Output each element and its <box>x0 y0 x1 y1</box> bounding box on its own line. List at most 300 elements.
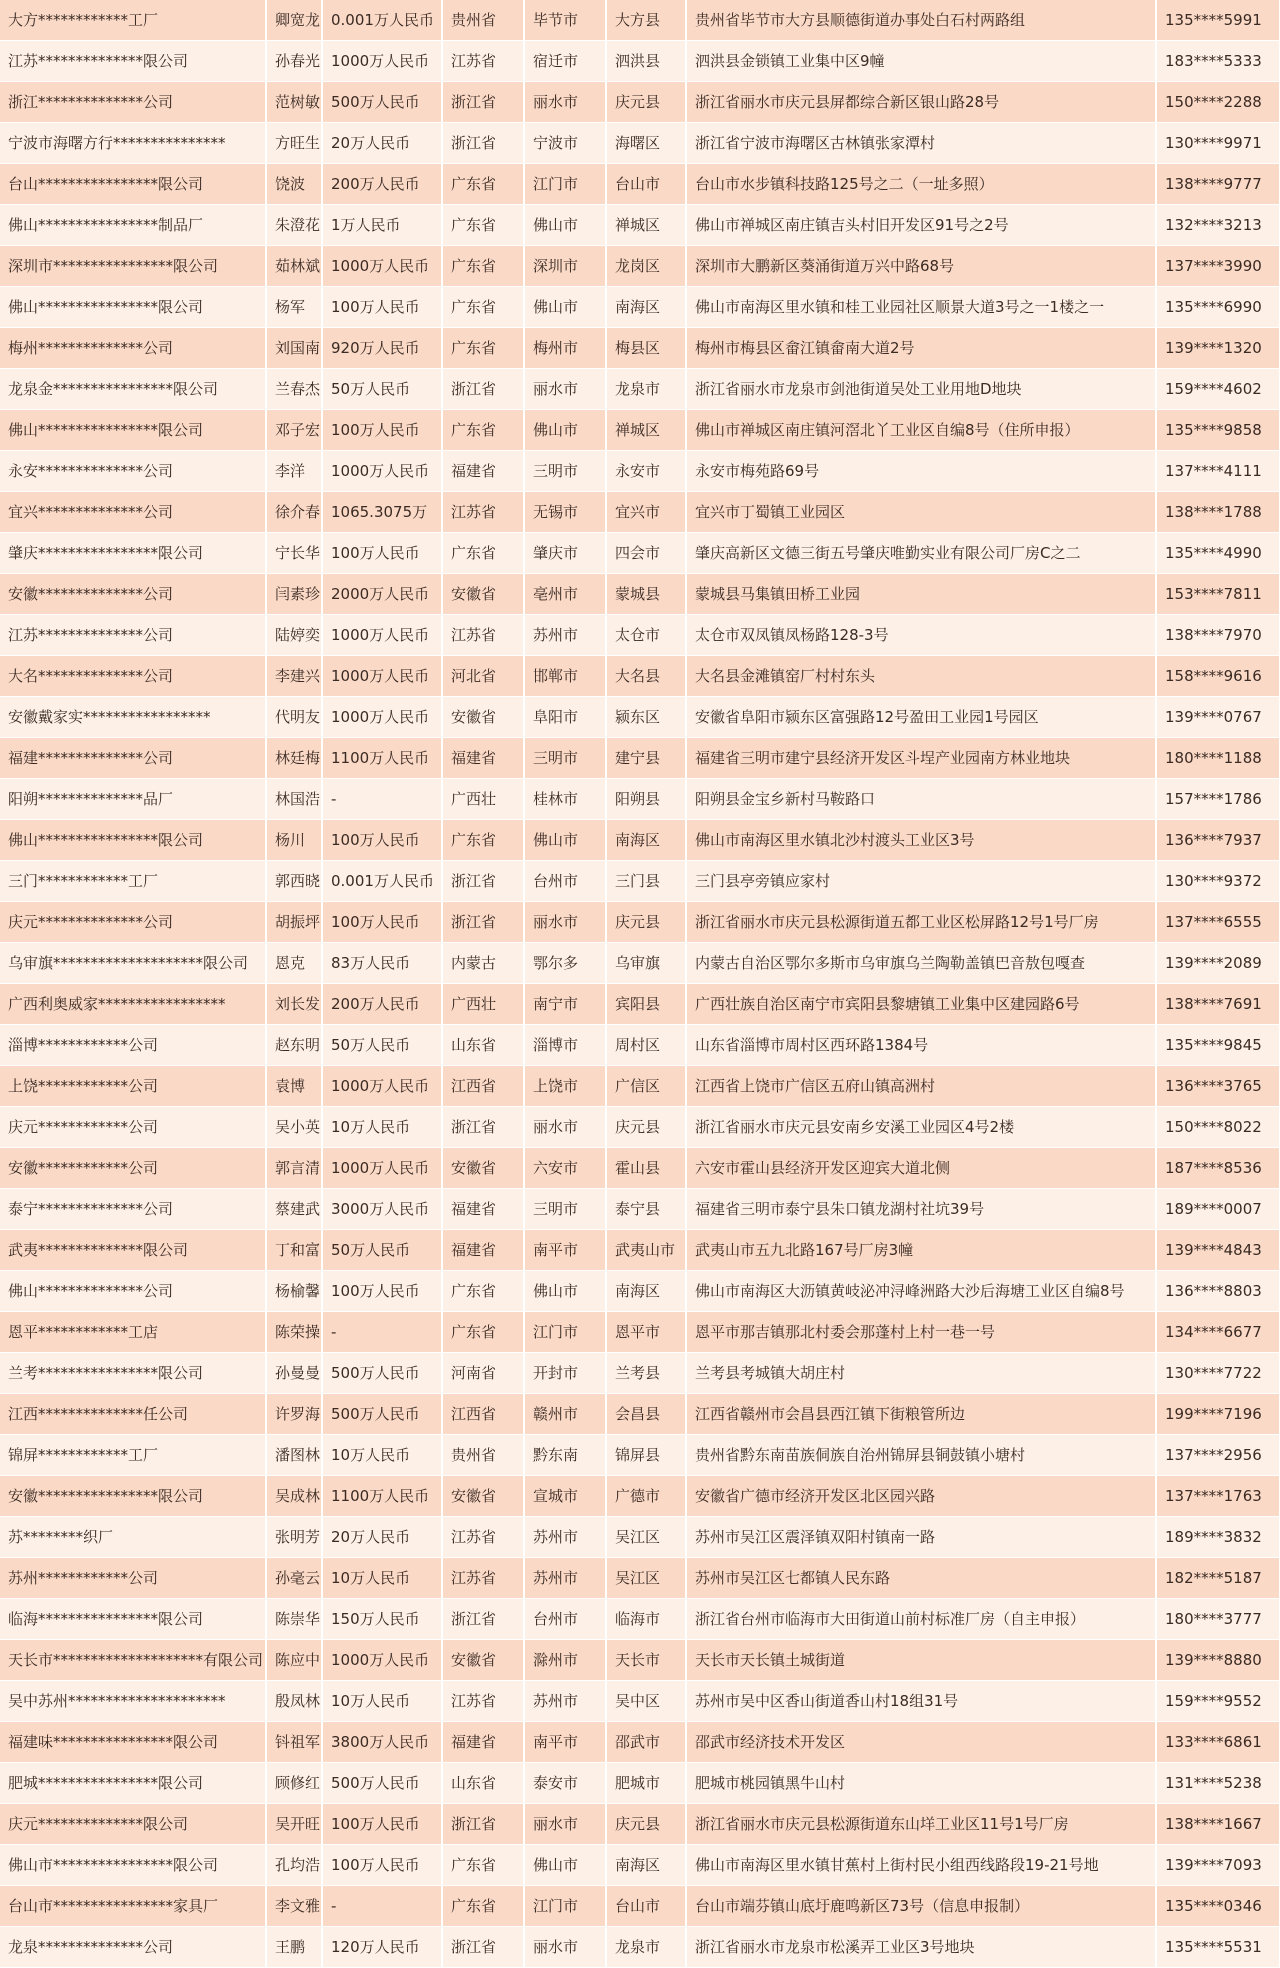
district-cell: 永安市 <box>606 451 686 492</box>
district-cell: 大名县 <box>606 656 686 697</box>
address-cell: 福建省三明市建宁县经济开发区斗埕产业园南方林业地块 <box>686 738 1156 779</box>
company-name-cell: 天长市********************有限公司 <box>0 1640 266 1681</box>
address-cell: 安徽省阜阳市颍东区富强路12号盈田工业园1号园区 <box>686 697 1156 738</box>
city-cell: 南宁市 <box>524 984 606 1025</box>
capital-cell: 100万人民币 <box>322 287 442 328</box>
legal-rep-cell: 杨川 <box>266 820 322 861</box>
legal-rep-cell: 张明芳 <box>266 1517 322 1558</box>
address-cell: 广西壮族自治区南宁市宾阳县黎塘镇工业集中区建园路6号 <box>686 984 1156 1025</box>
phone-cell: 135****4990 <box>1156 533 1280 574</box>
company-name-cell: 阳朔**************品厂 <box>0 779 266 820</box>
capital-cell: 50万人民币 <box>322 369 442 410</box>
phone-cell: 131****5238 <box>1156 1763 1280 1804</box>
capital-cell: 500万人民币 <box>322 1353 442 1394</box>
address-cell: 台山市水步镇科技路125号之二（一址多照） <box>686 164 1156 205</box>
address-cell: 福建省三明市泰宁县朱口镇龙湖村社坑39号 <box>686 1189 1156 1230</box>
legal-rep-cell: 胡振坪 <box>266 902 322 943</box>
city-cell: 台州市 <box>524 861 606 902</box>
phone-cell: 137****1763 <box>1156 1476 1280 1517</box>
company-name-cell: 佛山****************限公司 <box>0 287 266 328</box>
company-name-cell: 安徽**************公司 <box>0 574 266 615</box>
province-cell: 广西壮 <box>442 779 524 820</box>
company-name-cell: 安徽************公司 <box>0 1148 266 1189</box>
province-cell: 江苏省 <box>442 41 524 82</box>
company-name-cell: 安徽戴家实***************** <box>0 697 266 738</box>
company-name-cell: 恩平************工店 <box>0 1312 266 1353</box>
province-cell: 浙江省 <box>442 369 524 410</box>
capital-cell: 100万人民币 <box>322 533 442 574</box>
city-cell: 丽水市 <box>524 902 606 943</box>
capital-cell: 50万人民币 <box>322 1025 442 1066</box>
legal-rep-cell: 郭言清 <box>266 1148 322 1189</box>
city-cell: 苏州市 <box>524 1517 606 1558</box>
legal-rep-cell: 饶波 <box>266 164 322 205</box>
capital-cell: 1000万人民币 <box>322 656 442 697</box>
company-name-cell: 安徽****************限公司 <box>0 1476 266 1517</box>
city-cell: 肇庆市 <box>524 533 606 574</box>
legal-rep-cell: 朱澄花 <box>266 205 322 246</box>
phone-cell: 135****5531 <box>1156 1927 1280 1968</box>
address-cell: 梅州市梅县区畲江镇畲南大道2号 <box>686 328 1156 369</box>
table-row <box>0 738 1280 779</box>
capital-cell: 100万人民币 <box>322 1845 442 1886</box>
city-cell: 南平市 <box>524 1230 606 1271</box>
capital-cell: 100万人民币 <box>322 1804 442 1845</box>
city-cell: 佛山市 <box>524 1845 606 1886</box>
table-row <box>0 1148 1280 1189</box>
table-row <box>0 697 1280 738</box>
province-cell: 福建省 <box>442 738 524 779</box>
province-cell: 福建省 <box>442 451 524 492</box>
phone-cell: 180****1188 <box>1156 738 1280 779</box>
table-row <box>0 0 1280 41</box>
address-cell: 浙江省丽水市龙泉市松溪弄工业区3号地块 <box>686 1927 1156 1968</box>
company-name-cell: 深圳市****************限公司 <box>0 246 266 287</box>
table-row <box>0 328 1280 369</box>
table-row <box>0 779 1280 820</box>
province-cell: 浙江省 <box>442 82 524 123</box>
province-cell: 江苏省 <box>442 1681 524 1722</box>
district-cell: 泰宁县 <box>606 1189 686 1230</box>
phone-cell: 180****3777 <box>1156 1599 1280 1640</box>
district-cell: 台山市 <box>606 1886 686 1927</box>
company-name-cell: 肇庆****************限公司 <box>0 533 266 574</box>
company-name-cell: 乌审旗********************限公司 <box>0 943 266 984</box>
province-cell: 江苏省 <box>442 492 524 533</box>
table-row <box>0 246 1280 287</box>
company-name-cell: 庆元**************公司 <box>0 902 266 943</box>
city-cell: 宣城市 <box>524 1476 606 1517</box>
district-cell: 梅县区 <box>606 328 686 369</box>
phone-cell: 137****3990 <box>1156 246 1280 287</box>
legal-rep-cell: 宁长华 <box>266 533 322 574</box>
capital-cell: 20万人民币 <box>322 123 442 164</box>
legal-rep-cell: 李洋 <box>266 451 322 492</box>
district-cell: 庆元县 <box>606 1107 686 1148</box>
phone-cell: 137****2956 <box>1156 1435 1280 1476</box>
legal-rep-cell: 杨榆馨 <box>266 1271 322 1312</box>
company-name-cell: 台山市****************家具厂 <box>0 1886 266 1927</box>
province-cell: 江苏省 <box>442 615 524 656</box>
district-cell: 广信区 <box>606 1066 686 1107</box>
table-row <box>0 533 1280 574</box>
phone-cell: 158****9616 <box>1156 656 1280 697</box>
province-cell: 广东省 <box>442 1271 524 1312</box>
phone-cell: 137****6555 <box>1156 902 1280 943</box>
district-cell: 海曙区 <box>606 123 686 164</box>
capital-cell: 10万人民币 <box>322 1558 442 1599</box>
company-name-cell: 龙泉**************公司 <box>0 1927 266 1968</box>
address-cell: 浙江省丽水市龙泉市剑池街道吴处工业用地D地块 <box>686 369 1156 410</box>
address-cell: 浙江省丽水市庆元县安南乡安溪工业园区4号2楼 <box>686 1107 1156 1148</box>
legal-rep-cell: 恩克 <box>266 943 322 984</box>
province-cell: 贵州省 <box>442 0 524 41</box>
district-cell: 阳朔县 <box>606 779 686 820</box>
district-cell: 颍东区 <box>606 697 686 738</box>
table-row <box>0 41 1280 82</box>
province-cell: 安徽省 <box>442 1476 524 1517</box>
city-cell: 滁州市 <box>524 1640 606 1681</box>
district-cell: 南海区 <box>606 820 686 861</box>
address-cell: 贵州省黔东南苗族侗族自治州锦屏县铜鼓镇小塘村 <box>686 1435 1156 1476</box>
table-row <box>0 574 1280 615</box>
district-cell: 龙泉市 <box>606 369 686 410</box>
phone-cell: 135****9858 <box>1156 410 1280 451</box>
phone-cell: 138****1667 <box>1156 1804 1280 1845</box>
address-cell: 三门县亭旁镇应家村 <box>686 861 1156 902</box>
phone-cell: 139****1320 <box>1156 328 1280 369</box>
table-row <box>0 943 1280 984</box>
city-cell: 丽水市 <box>524 369 606 410</box>
address-cell: 佛山市南海区里水镇北沙村渡头工业区3号 <box>686 820 1156 861</box>
city-cell: 三明市 <box>524 738 606 779</box>
company-name-cell: 江苏**************公司 <box>0 615 266 656</box>
district-cell: 会昌县 <box>606 1394 686 1435</box>
address-cell: 苏州市吴中区香山街道香山村18组31号 <box>686 1681 1156 1722</box>
city-cell: 佛山市 <box>524 1271 606 1312</box>
district-cell: 庆元县 <box>606 902 686 943</box>
city-cell: 江门市 <box>524 164 606 205</box>
province-cell: 安徽省 <box>442 1640 524 1681</box>
district-cell: 大方县 <box>606 0 686 41</box>
address-cell: 恩平市那吉镇那北村委会那蓬村上村一巷一号 <box>686 1312 1156 1353</box>
company-name-cell: 肥城****************限公司 <box>0 1763 266 1804</box>
company-name-cell: 泰宁**************公司 <box>0 1189 266 1230</box>
company-name-cell: 苏州************公司 <box>0 1558 266 1599</box>
phone-cell: 130****9372 <box>1156 861 1280 902</box>
city-cell: 亳州市 <box>524 574 606 615</box>
capital-cell: 1000万人民币 <box>322 246 442 287</box>
city-cell: 上饶市 <box>524 1066 606 1107</box>
legal-rep-cell: 孔均浩 <box>266 1845 322 1886</box>
table-row <box>0 1107 1280 1148</box>
address-cell: 肥城市桃园镇黑牛山村 <box>686 1763 1156 1804</box>
company-name-cell: 兰考****************限公司 <box>0 1353 266 1394</box>
legal-rep-cell: 潘图林 <box>266 1435 322 1476</box>
address-cell: 山东省淄博市周村区西环路1384号 <box>686 1025 1156 1066</box>
phone-cell: 132****3213 <box>1156 205 1280 246</box>
company-name-cell: 永安**************公司 <box>0 451 266 492</box>
phone-cell: 183****5333 <box>1156 41 1280 82</box>
city-cell: 淄博市 <box>524 1025 606 1066</box>
legal-rep-cell: 刘国南 <box>266 328 322 369</box>
address-cell: 浙江省丽水市庆元县松源街道五都工业区松屏路12号1号厂房 <box>686 902 1156 943</box>
table-row <box>0 164 1280 205</box>
city-cell: 丽水市 <box>524 82 606 123</box>
company-name-cell: 庆元**************限公司 <box>0 1804 266 1845</box>
address-cell: 佛山市禅城区南庄镇河滘北丫工业区自编8号（住所申报） <box>686 410 1156 451</box>
district-cell: 锦屏县 <box>606 1435 686 1476</box>
phone-cell: 137****4111 <box>1156 451 1280 492</box>
company-name-cell: 广西利奥威家***************** <box>0 984 266 1025</box>
phone-cell: 150****8022 <box>1156 1107 1280 1148</box>
table-row <box>0 82 1280 123</box>
company-name-cell: 佛山****************限公司 <box>0 410 266 451</box>
table-row <box>0 1189 1280 1230</box>
legal-rep-cell: 茹林斌 <box>266 246 322 287</box>
city-cell: 毕节市 <box>524 0 606 41</box>
capital-cell: 1000万人民币 <box>322 615 442 656</box>
district-cell: 临海市 <box>606 1599 686 1640</box>
city-cell: 佛山市 <box>524 287 606 328</box>
address-cell: 浙江省台州市临海市大田街道山前村标准厂房（自主申报） <box>686 1599 1156 1640</box>
legal-rep-cell: 代明友 <box>266 697 322 738</box>
province-cell: 广东省 <box>442 1845 524 1886</box>
address-cell: 泗洪县金锁镇工业集中区9幢 <box>686 41 1156 82</box>
city-cell: 佛山市 <box>524 410 606 451</box>
address-cell: 浙江省丽水市庆元县松源街道东山垟工业区11号1号厂房 <box>686 1804 1156 1845</box>
province-cell: 贵州省 <box>442 1435 524 1476</box>
city-cell: 佛山市 <box>524 205 606 246</box>
phone-cell: 138****7970 <box>1156 615 1280 656</box>
legal-rep-cell: 吴成林 <box>266 1476 322 1517</box>
city-cell: 宁波市 <box>524 123 606 164</box>
city-cell: 三明市 <box>524 1189 606 1230</box>
company-name-cell: 福建**************公司 <box>0 738 266 779</box>
capital-cell: 500万人民币 <box>322 1763 442 1804</box>
district-cell: 建宁县 <box>606 738 686 779</box>
table-row <box>0 1845 1280 1886</box>
capital-cell: 1065.3075万 <box>322 492 442 533</box>
district-cell: 庆元县 <box>606 1804 686 1845</box>
capital-cell: 2000万人民币 <box>322 574 442 615</box>
company-name-cell: 三门************工厂 <box>0 861 266 902</box>
address-cell: 贵州省毕节市大方县顺德街道办事处白石村两路组 <box>686 0 1156 41</box>
district-cell: 乌审旗 <box>606 943 686 984</box>
phone-cell: 136****3765 <box>1156 1066 1280 1107</box>
phone-cell: 130****7722 <box>1156 1353 1280 1394</box>
company-name-cell: 佛山市****************限公司 <box>0 1845 266 1886</box>
company-name-cell: 台山****************限公司 <box>0 164 266 205</box>
province-cell: 安徽省 <box>442 697 524 738</box>
table-row <box>0 1681 1280 1722</box>
table-row <box>0 1640 1280 1681</box>
table-row <box>0 287 1280 328</box>
table-row <box>0 1230 1280 1271</box>
address-cell: 浙江省宁波市海曙区古林镇张家潭村 <box>686 123 1156 164</box>
phone-cell: 135****0346 <box>1156 1886 1280 1927</box>
capital-cell: 100万人民币 <box>322 902 442 943</box>
phone-cell: 187****8536 <box>1156 1148 1280 1189</box>
province-cell: 广西壮 <box>442 984 524 1025</box>
table-row <box>0 369 1280 410</box>
legal-rep-cell: 方旺生 <box>266 123 322 164</box>
table-row <box>0 1066 1280 1107</box>
city-cell: 苏州市 <box>524 1681 606 1722</box>
province-cell: 江西省 <box>442 1066 524 1107</box>
province-cell: 江西省 <box>442 1394 524 1435</box>
table-row <box>0 1025 1280 1066</box>
legal-rep-cell: 王鹏 <box>266 1927 322 1968</box>
address-cell: 邵武市经济技术开发区 <box>686 1722 1156 1763</box>
capital-cell: 1000万人民币 <box>322 451 442 492</box>
table-row <box>0 820 1280 861</box>
address-cell: 兰考县考城镇大胡庄村 <box>686 1353 1156 1394</box>
province-cell: 江苏省 <box>442 1517 524 1558</box>
company-name-cell: 吴中苏州********************* <box>0 1681 266 1722</box>
address-cell: 六安市霍山县经济开发区迎宾大道北侧 <box>686 1148 1156 1189</box>
phone-cell: 139****2089 <box>1156 943 1280 984</box>
table-row <box>0 410 1280 451</box>
province-cell: 广东省 <box>442 246 524 287</box>
legal-rep-cell: 许罗海 <box>266 1394 322 1435</box>
table-row <box>0 1394 1280 1435</box>
company-name-cell: 梅州**************公司 <box>0 328 266 369</box>
legal-rep-cell: 徐介春 <box>266 492 322 533</box>
address-cell: 武夷山市五九北路167号厂房3幢 <box>686 1230 1156 1271</box>
company-name-cell: 浙江**************公司 <box>0 82 266 123</box>
city-cell: 黔东南 <box>524 1435 606 1476</box>
capital-cell: 1100万人民币 <box>322 738 442 779</box>
phone-cell: 133****6861 <box>1156 1722 1280 1763</box>
legal-rep-cell: 李建兴 <box>266 656 322 697</box>
table-row <box>0 1886 1280 1927</box>
capital-cell: - <box>322 1886 442 1927</box>
city-cell: 鄂尔多 <box>524 943 606 984</box>
province-cell: 福建省 <box>442 1189 524 1230</box>
province-cell: 江苏省 <box>442 1558 524 1599</box>
province-cell: 广东省 <box>442 533 524 574</box>
legal-rep-cell: 吴小英 <box>266 1107 322 1148</box>
table-row <box>0 1722 1280 1763</box>
capital-cell: 1000万人民币 <box>322 1066 442 1107</box>
province-cell: 广东省 <box>442 328 524 369</box>
legal-rep-cell: 孙春光 <box>266 41 322 82</box>
capital-cell: 500万人民币 <box>322 82 442 123</box>
district-cell: 广德市 <box>606 1476 686 1517</box>
district-cell: 龙岗区 <box>606 246 686 287</box>
phone-cell: 138****9777 <box>1156 164 1280 205</box>
company-name-cell: 淄博************公司 <box>0 1025 266 1066</box>
legal-rep-cell: 卿宽龙 <box>266 0 322 41</box>
company-name-cell: 大名**************公司 <box>0 656 266 697</box>
company-name-cell: 武夷**************限公司 <box>0 1230 266 1271</box>
table-row <box>0 656 1280 697</box>
district-cell: 肥城市 <box>606 1763 686 1804</box>
address-cell: 宜兴市丁蜀镇工业园区 <box>686 492 1156 533</box>
city-cell: 江门市 <box>524 1312 606 1353</box>
city-cell: 南平市 <box>524 1722 606 1763</box>
company-name-cell: 苏********织厂 <box>0 1517 266 1558</box>
district-cell: 南海区 <box>606 1845 686 1886</box>
address-cell: 江西省赣州市会昌县西江镇下街粮管所边 <box>686 1394 1156 1435</box>
province-cell: 浙江省 <box>442 861 524 902</box>
table-row <box>0 1927 1280 1968</box>
legal-rep-cell: 陈应中 <box>266 1640 322 1681</box>
province-cell: 内蒙古 <box>442 943 524 984</box>
address-cell: 阳朔县金宝乡新村马鞍路口 <box>686 779 1156 820</box>
table-row <box>0 1763 1280 1804</box>
address-cell: 佛山市南海区大沥镇黄岐泌冲浔峰洲路大沙后海塘工业区自编8号 <box>686 1271 1156 1312</box>
capital-cell: 150万人民币 <box>322 1599 442 1640</box>
address-cell: 江西省上饶市广信区五府山镇高洲村 <box>686 1066 1156 1107</box>
address-cell: 佛山市南海区里水镇和桂工业园社区顺景大道3号之一1楼之一 <box>686 287 1156 328</box>
city-cell: 佛山市 <box>524 820 606 861</box>
city-cell: 丽水市 <box>524 1804 606 1845</box>
province-cell: 安徽省 <box>442 1148 524 1189</box>
capital-cell: 1100万人民币 <box>322 1476 442 1517</box>
capital-cell: 3000万人民币 <box>322 1189 442 1230</box>
table-row <box>0 205 1280 246</box>
phone-cell: 135****5991 <box>1156 0 1280 41</box>
capital-cell: 500万人民币 <box>322 1394 442 1435</box>
legal-rep-cell: 袁博 <box>266 1066 322 1107</box>
district-cell: 宜兴市 <box>606 492 686 533</box>
city-cell: 丽水市 <box>524 1927 606 1968</box>
district-cell: 吴江区 <box>606 1558 686 1599</box>
district-cell: 吴中区 <box>606 1681 686 1722</box>
capital-cell: 1000万人民币 <box>322 1640 442 1681</box>
address-cell: 内蒙古自治区鄂尔多斯市乌审旗乌兰陶勒盖镇巴音敖包嘎查 <box>686 943 1156 984</box>
phone-cell: 136****7937 <box>1156 820 1280 861</box>
address-cell: 蒙城县马集镇田桥工业园 <box>686 574 1156 615</box>
capital-cell: 1000万人民币 <box>322 41 442 82</box>
phone-cell: 138****7691 <box>1156 984 1280 1025</box>
city-cell: 桂林市 <box>524 779 606 820</box>
phone-cell: 136****8803 <box>1156 1271 1280 1312</box>
company-name-cell: 龙泉金****************限公司 <box>0 369 266 410</box>
city-cell: 苏州市 <box>524 615 606 656</box>
company-name-cell: 佛山****************制品厂 <box>0 205 266 246</box>
company-name-cell: 佛山**************公司 <box>0 1271 266 1312</box>
capital-cell: 0.001万人民币 <box>322 861 442 902</box>
district-cell: 台山市 <box>606 164 686 205</box>
phone-cell: 138****1788 <box>1156 492 1280 533</box>
province-cell: 安徽省 <box>442 574 524 615</box>
table-row <box>0 1353 1280 1394</box>
city-cell: 赣州市 <box>524 1394 606 1435</box>
capital-cell: 10万人民币 <box>322 1435 442 1476</box>
district-cell: 南海区 <box>606 287 686 328</box>
province-cell: 广东省 <box>442 1886 524 1927</box>
legal-rep-cell: 孙曼曼 <box>266 1353 322 1394</box>
province-cell: 广东省 <box>442 410 524 451</box>
phone-cell: 159****4602 <box>1156 369 1280 410</box>
table-row <box>0 451 1280 492</box>
legal-rep-cell: 赵东明 <box>266 1025 322 1066</box>
legal-rep-cell: 殷凤林 <box>266 1681 322 1722</box>
legal-rep-cell: 林廷梅 <box>266 738 322 779</box>
capital-cell: 0.001万人民币 <box>322 0 442 41</box>
city-cell: 苏州市 <box>524 1558 606 1599</box>
province-cell: 广东省 <box>442 1312 524 1353</box>
phone-cell: 135****6990 <box>1156 287 1280 328</box>
legal-rep-cell: 孙毫云 <box>266 1558 322 1599</box>
province-cell: 浙江省 <box>442 1927 524 1968</box>
legal-rep-cell: 郭西晓 <box>266 861 322 902</box>
district-cell: 四会市 <box>606 533 686 574</box>
district-cell: 禅城区 <box>606 410 686 451</box>
